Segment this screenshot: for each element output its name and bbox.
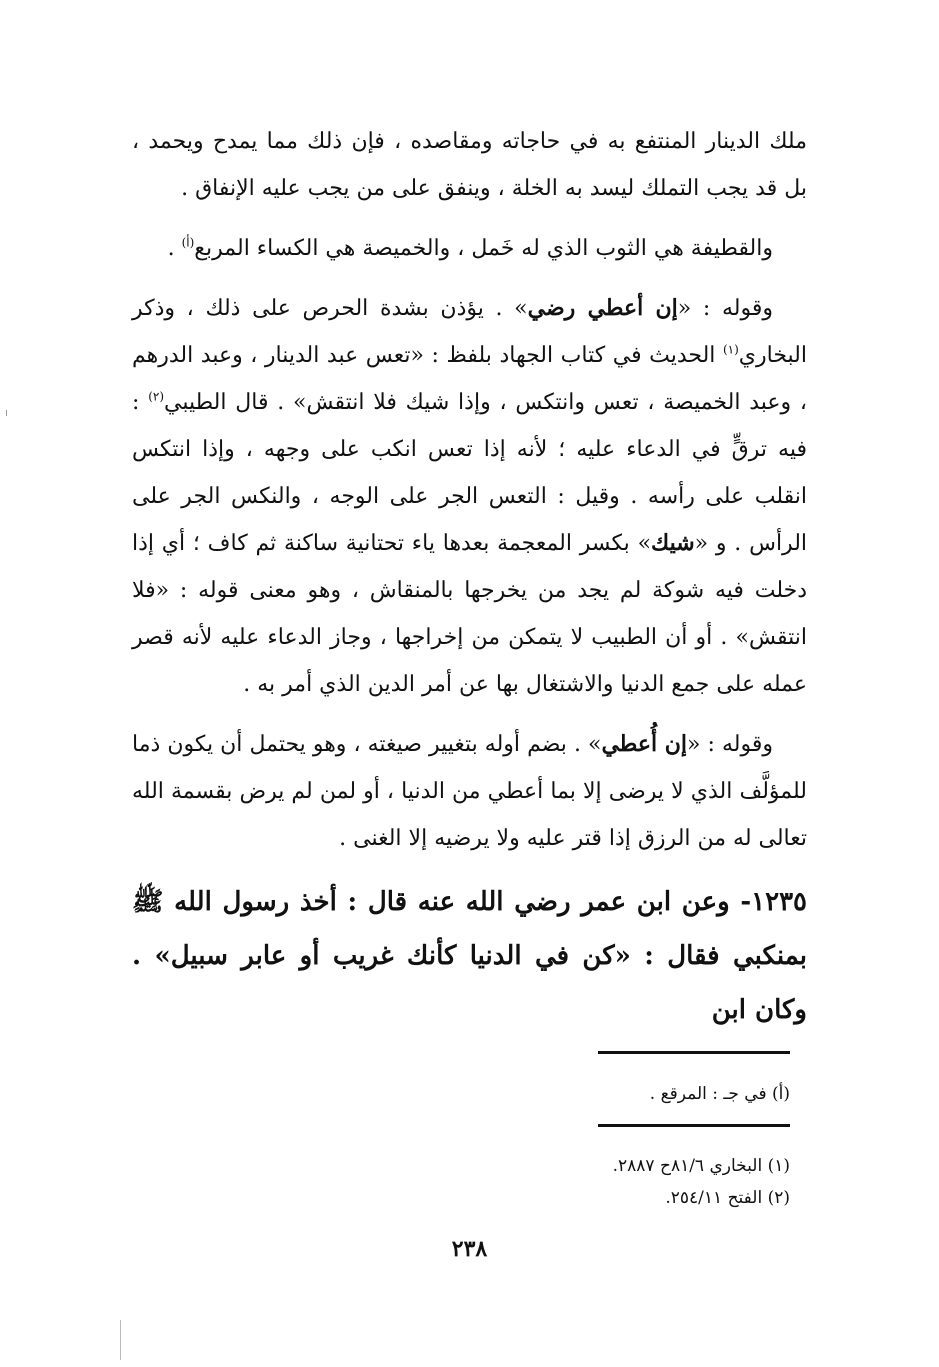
footnote-1: (١) البخاري ٨١/٦ح ٢٨٨٧. xyxy=(612,1156,790,1176)
paragraph-commentary xyxy=(132,285,807,708)
text-segment: وقوله : « xyxy=(687,732,773,757)
text-segment: » . بضم أوله بتغيير صيغته ، وهو يحتمل أن يكون ذما للمؤلَّف الذي لا يرضى إلا بما أعطي من الدنيا ، أو لمن لم يرض بقسمة الله تعالى له من الرزق إذا قتر عليه ولا يرضيه إلا الغنى . xyxy=(132,732,807,851)
paragraph-commentary-2 xyxy=(132,721,807,862)
keyword-bold: إن أعطي رضي xyxy=(527,295,678,321)
text-segment: » بكسر المعجمة بعدها ياء تحتانية ساكنة ثم كاف ؛ أي إذا دخلت فيه شوكة لم يجد من يخرجها بالمنقاش ، وهو معنى قوله : «فلا انتقش» . أو أن الطبيب لا يتمكن من إخراجها ، وجاز الدعاء عليه لأنه قصر عمله على جمع الدنيا والاشتغال بها عن أمر الدين الذي أمر به . xyxy=(132,531,807,697)
text-segment: » . يؤذن بشدة الحرص على ذلك ، وذكر البخاري xyxy=(132,296,807,368)
text-segment: وقوله : « xyxy=(677,296,773,321)
text-segment: الحديث في كتاب الجهاد بلفظ : «تعس عبد الدينار ، وعبد الدرهم ، وعبد الخميصة ، تعس وانتكس ، وإذا شيك فلا انتقش» . قال الطيبي xyxy=(132,343,808,415)
text-segment: : فيه ترقٍّ في الدعاء عليه ؛ لأنه إذا تعس انكب على وجهه ، وإذا انتكس انقلب على رأسه . وقيل : التعس الجر على الوجه ، والنكس الجر على الرأس . و « xyxy=(132,390,808,556)
variant-note: (أ) في جـ : المرقع . xyxy=(649,1084,790,1104)
paragraph-continuation xyxy=(132,118,807,212)
footnote-marker-2: (٢) xyxy=(148,389,165,404)
keyword-bold: شيك xyxy=(651,530,695,556)
footnote-marker-1: (١) xyxy=(722,342,739,357)
scan-speck xyxy=(6,410,7,416)
scan-edge-mark xyxy=(120,1320,121,1360)
footnote-separator-bottom xyxy=(598,1124,790,1127)
paragraph-text: والقطيفة هي الثوب الذي له خَمل ، والخميصة هي الكساء المربع xyxy=(194,236,773,261)
hadith-text-content: ١٢٣٥- وعن ابن عمر رضي الله عنه قال : أخذ رسول الله ﷺ بمنكبي فقال : «كن في الدنيا كأنك غريب أو عابر سبيل» . وكان ابن xyxy=(132,887,807,1025)
paragraph-end: . xyxy=(167,236,182,261)
hadith-text xyxy=(132,875,807,1037)
variant-note-marker: (أ) xyxy=(181,235,195,250)
footnote-2: (٢) الفتح ٢٥٤/١١. xyxy=(665,1188,790,1208)
page-number: ٢٣٨ xyxy=(451,1236,488,1262)
paragraph-definition xyxy=(132,225,807,272)
page-body xyxy=(132,118,807,1037)
paragraph-text: ملك الدينار المنتفع به في حاجاته ومقاصده ، فإن ذلك مما يمدح ويحمد ، بل قد يجب التملك ليسد به الخلة ، وينفق على من يجب عليه الإنفاق . xyxy=(132,129,807,201)
footnotes-list xyxy=(400,1150,790,1214)
variant-notes xyxy=(400,1078,790,1110)
keyword-bold: إن أُعطي xyxy=(601,731,688,757)
footnote-separator-top xyxy=(598,1051,790,1054)
